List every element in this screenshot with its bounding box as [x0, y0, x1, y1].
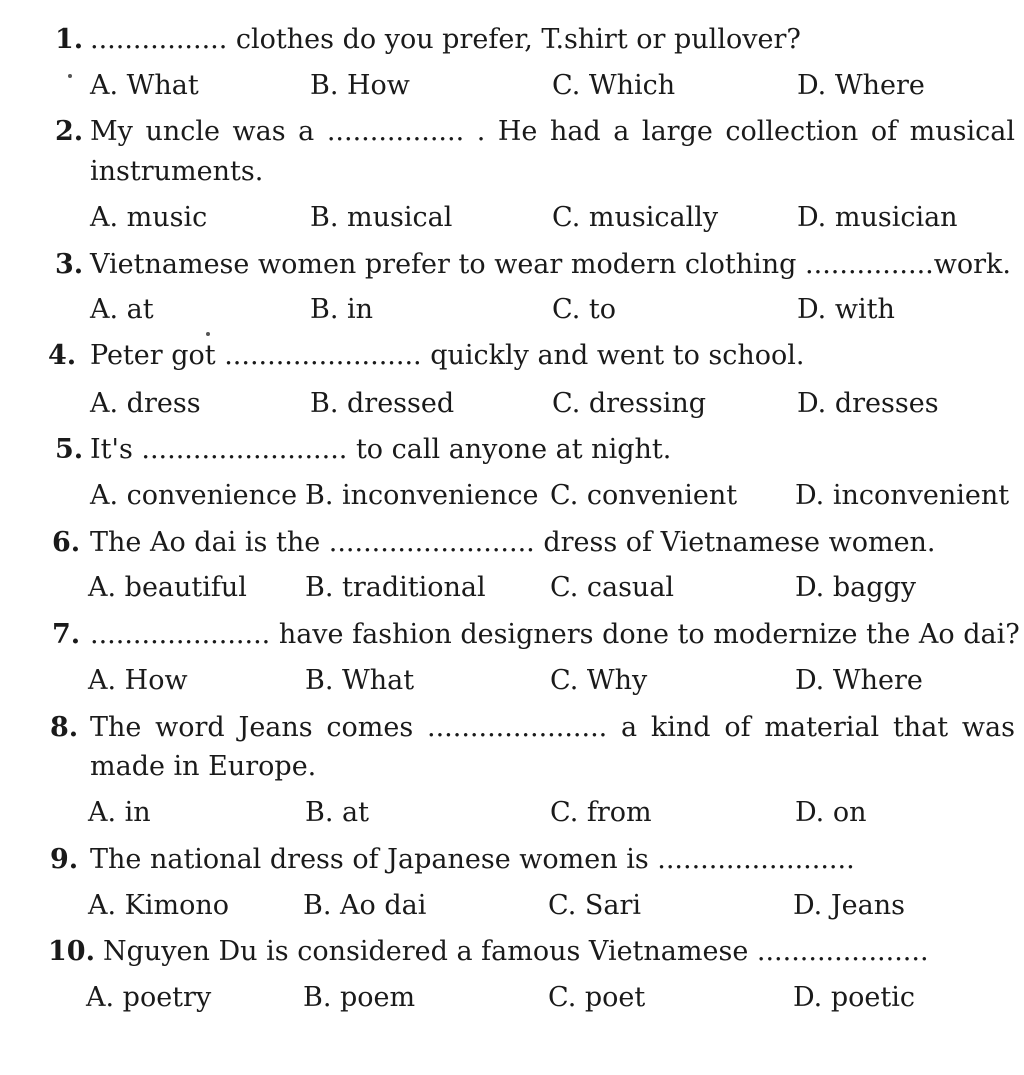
question-number: 8.: [50, 712, 79, 743]
option-c[interactable]: C. convenient: [550, 480, 738, 511]
option-a[interactable]: A. convenience: [90, 480, 298, 511]
option-d[interactable]: D. Where: [795, 665, 923, 696]
question-number: 1.: [55, 24, 84, 55]
option-a[interactable]: A. beautiful: [88, 572, 247, 603]
question-text: Peter got ....................... quickly and went to school.: [90, 340, 805, 371]
question-number: 9.: [50, 844, 79, 875]
question-number: 5.: [55, 434, 84, 465]
question-text: The word Jeans comes ..................... a kind of material that was: [90, 712, 1015, 743]
option-a[interactable]: A. poetry: [86, 982, 212, 1013]
option-b[interactable]: B. How: [310, 70, 410, 101]
question-number: 4.: [48, 340, 77, 371]
option-d[interactable]: D. on: [795, 797, 867, 828]
question-text: ................ clothes do you prefer, T.shirt or pullover?: [90, 24, 801, 55]
option-b[interactable]: B. What: [305, 665, 415, 696]
option-b[interactable]: B. musical: [310, 202, 453, 233]
option-b[interactable]: B. inconvenience: [305, 480, 539, 511]
option-d[interactable]: D. Jeans: [793, 890, 905, 921]
option-c[interactable]: C. to: [552, 294, 616, 325]
option-a[interactable]: A. What: [90, 70, 199, 101]
option-d[interactable]: D. poetic: [793, 982, 915, 1013]
stray-mark: [68, 74, 72, 78]
option-a[interactable]: A. dress: [90, 388, 201, 419]
question-text: It's ........................ to call anyone at night.: [90, 434, 672, 465]
stray-mark: [206, 332, 210, 336]
option-c[interactable]: C. Which: [552, 70, 676, 101]
question-text: Vietnamese women prefer to wear modern clothing ...............work.: [90, 249, 1011, 280]
option-d[interactable]: D. with: [797, 294, 895, 325]
option-d[interactable]: D. baggy: [795, 572, 917, 603]
option-a[interactable]: A. in: [88, 797, 151, 828]
option-d[interactable]: D. Where: [797, 70, 925, 101]
option-b[interactable]: B. traditional: [305, 572, 486, 603]
question-text: The Ao dai is the ........................ dress of Vietnamese women.: [90, 527, 936, 558]
question-text: Nguyen Du is considered a famous Vietnamese ....................: [103, 936, 929, 967]
option-d[interactable]: D. musician: [797, 202, 958, 233]
option-b[interactable]: B. dressed: [310, 388, 455, 419]
option-a[interactable]: A. music: [90, 202, 208, 233]
question-text: The national dress of Japanese women is .......................: [90, 844, 855, 875]
option-a[interactable]: A. at: [90, 294, 154, 325]
option-c[interactable]: C. casual: [550, 572, 675, 603]
question-continuation: made in Europe.: [90, 751, 317, 782]
option-c[interactable]: C. dressing: [552, 388, 707, 419]
option-c[interactable]: C. poet: [548, 982, 646, 1013]
option-d[interactable]: D. dresses: [797, 388, 939, 419]
option-d[interactable]: D. inconvenient: [795, 480, 1010, 511]
option-a[interactable]: A. Kimono: [88, 890, 229, 921]
question-number: 10.: [48, 936, 95, 967]
option-b[interactable]: B. in: [310, 294, 374, 325]
question-text: ..................... have fashion designers done to modernize the Ao dai?: [90, 619, 1020, 650]
question-number: 3.: [55, 249, 84, 280]
option-b[interactable]: B. poem: [303, 982, 416, 1013]
option-c[interactable]: C. Sari: [548, 890, 641, 921]
option-b[interactable]: B. at: [305, 797, 369, 828]
option-a[interactable]: A. How: [88, 665, 188, 696]
question-text: My uncle was a ................ . He had a large collection of musical: [90, 116, 1015, 147]
question-number: 7.: [52, 619, 81, 650]
question-number: 2.: [55, 116, 84, 147]
question-continuation: instruments.: [90, 156, 264, 187]
option-b[interactable]: B. Ao dai: [303, 890, 427, 921]
option-c[interactable]: C. Why: [550, 665, 648, 696]
option-c[interactable]: C. from: [550, 797, 652, 828]
question-number: 6.: [52, 527, 81, 558]
option-c[interactable]: C. musically: [552, 202, 719, 233]
